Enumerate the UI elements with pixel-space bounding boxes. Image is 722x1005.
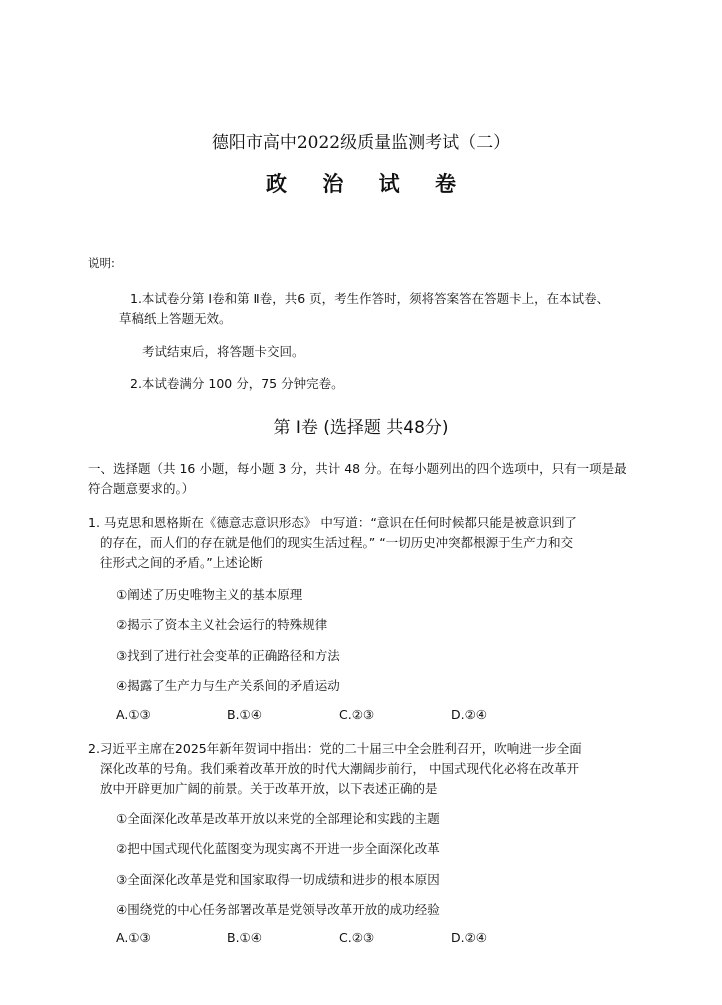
question-stem: 2.习近平主席在2025年新年贺词中指出：党的二十届三中全会胜利召开，吹响进一步全面 <box>88 741 582 756</box>
question-item: ③全面深化改革是党和国家取得一切成绩和进步的根本原因 <box>116 872 440 887</box>
notes-line: 2.本试卷满分 100 分，75 分钟完卷。 <box>130 376 344 391</box>
choice-a: A.①③ <box>116 707 151 722</box>
exam-title: 德阳市高中2022级质量监测考试（二） <box>211 133 511 153</box>
choice-c: C.②③ <box>339 707 375 722</box>
notes-label: 说明: <box>88 256 115 270</box>
choice-a: A.①③ <box>116 930 151 945</box>
question-item: ①阐述了历史唯物主义的基本原理 <box>116 587 303 602</box>
question-item: ④揭露了生产力与生产关系间的矛盾运动 <box>116 678 340 693</box>
question-stem: 往形式之间的矛盾。”上述论断 <box>100 555 263 570</box>
question-stem: 1. 马克思和恩格斯在《德意志意识形态》 中写道：“意识在任何时候都只能是被意识到了 <box>88 515 577 530</box>
choice-c: C.②③ <box>339 930 375 945</box>
question-item: ③找到了进行社会变革的正确路径和方法 <box>116 648 340 663</box>
choice-row <box>0 930 722 948</box>
notes-line: 考试结束后，将答题卡交回。 <box>142 344 305 359</box>
notes-line: 1.本试卷分第 Ⅰ卷和第 Ⅱ卷，共6 页，考生作答时，须将答案答在答题卡上，在本试卷、 <box>130 291 610 306</box>
choice-b: B.①④ <box>227 930 262 945</box>
section-instructions: 符合题意要求的。） <box>88 481 195 496</box>
exam-subject-title: 政 治 试 卷 <box>266 171 470 196</box>
question-item: ④围绕党的中心任务部署改革是党领导改革开放的成功经验 <box>116 902 440 917</box>
question-item: ②把中国式现代化蓝图变为现实离不开进一步全面深化改革 <box>116 841 440 856</box>
question-stem: 放中开辟更加广阔的前景。关于改革开放，以下表述正确的是 <box>100 781 438 796</box>
choice-d: D.②④ <box>451 707 488 722</box>
choice-b: B.①④ <box>227 707 262 722</box>
notes-line: 草稿纸上答题无效。 <box>119 311 232 326</box>
section-title: 第 Ⅰ卷 (选择题 共48分) <box>273 418 449 438</box>
section-instructions: 一、选择题（共 16 小题，每小题 3 分，共计 48 分。在每小题列出的四个选项中，只有一项是最 <box>88 461 627 476</box>
question-item: ②揭示了资本主义社会运行的特殊规律 <box>116 617 328 632</box>
question-stem: 深化改革的号角。我们乘着改革开放的时代大潮阔步前行， 中国式现代化必将在改革开 <box>100 761 579 776</box>
choice-d: D.②④ <box>451 930 488 945</box>
choice-row <box>0 707 722 725</box>
question-stem: 的存在，而人们的存在就是他们的现实生活过程。” “一切历史冲突都根源于生产力和交 <box>100 535 574 550</box>
question-item: ①全面深化改革是改革开放以来党的全部理论和实践的主题 <box>116 811 440 826</box>
